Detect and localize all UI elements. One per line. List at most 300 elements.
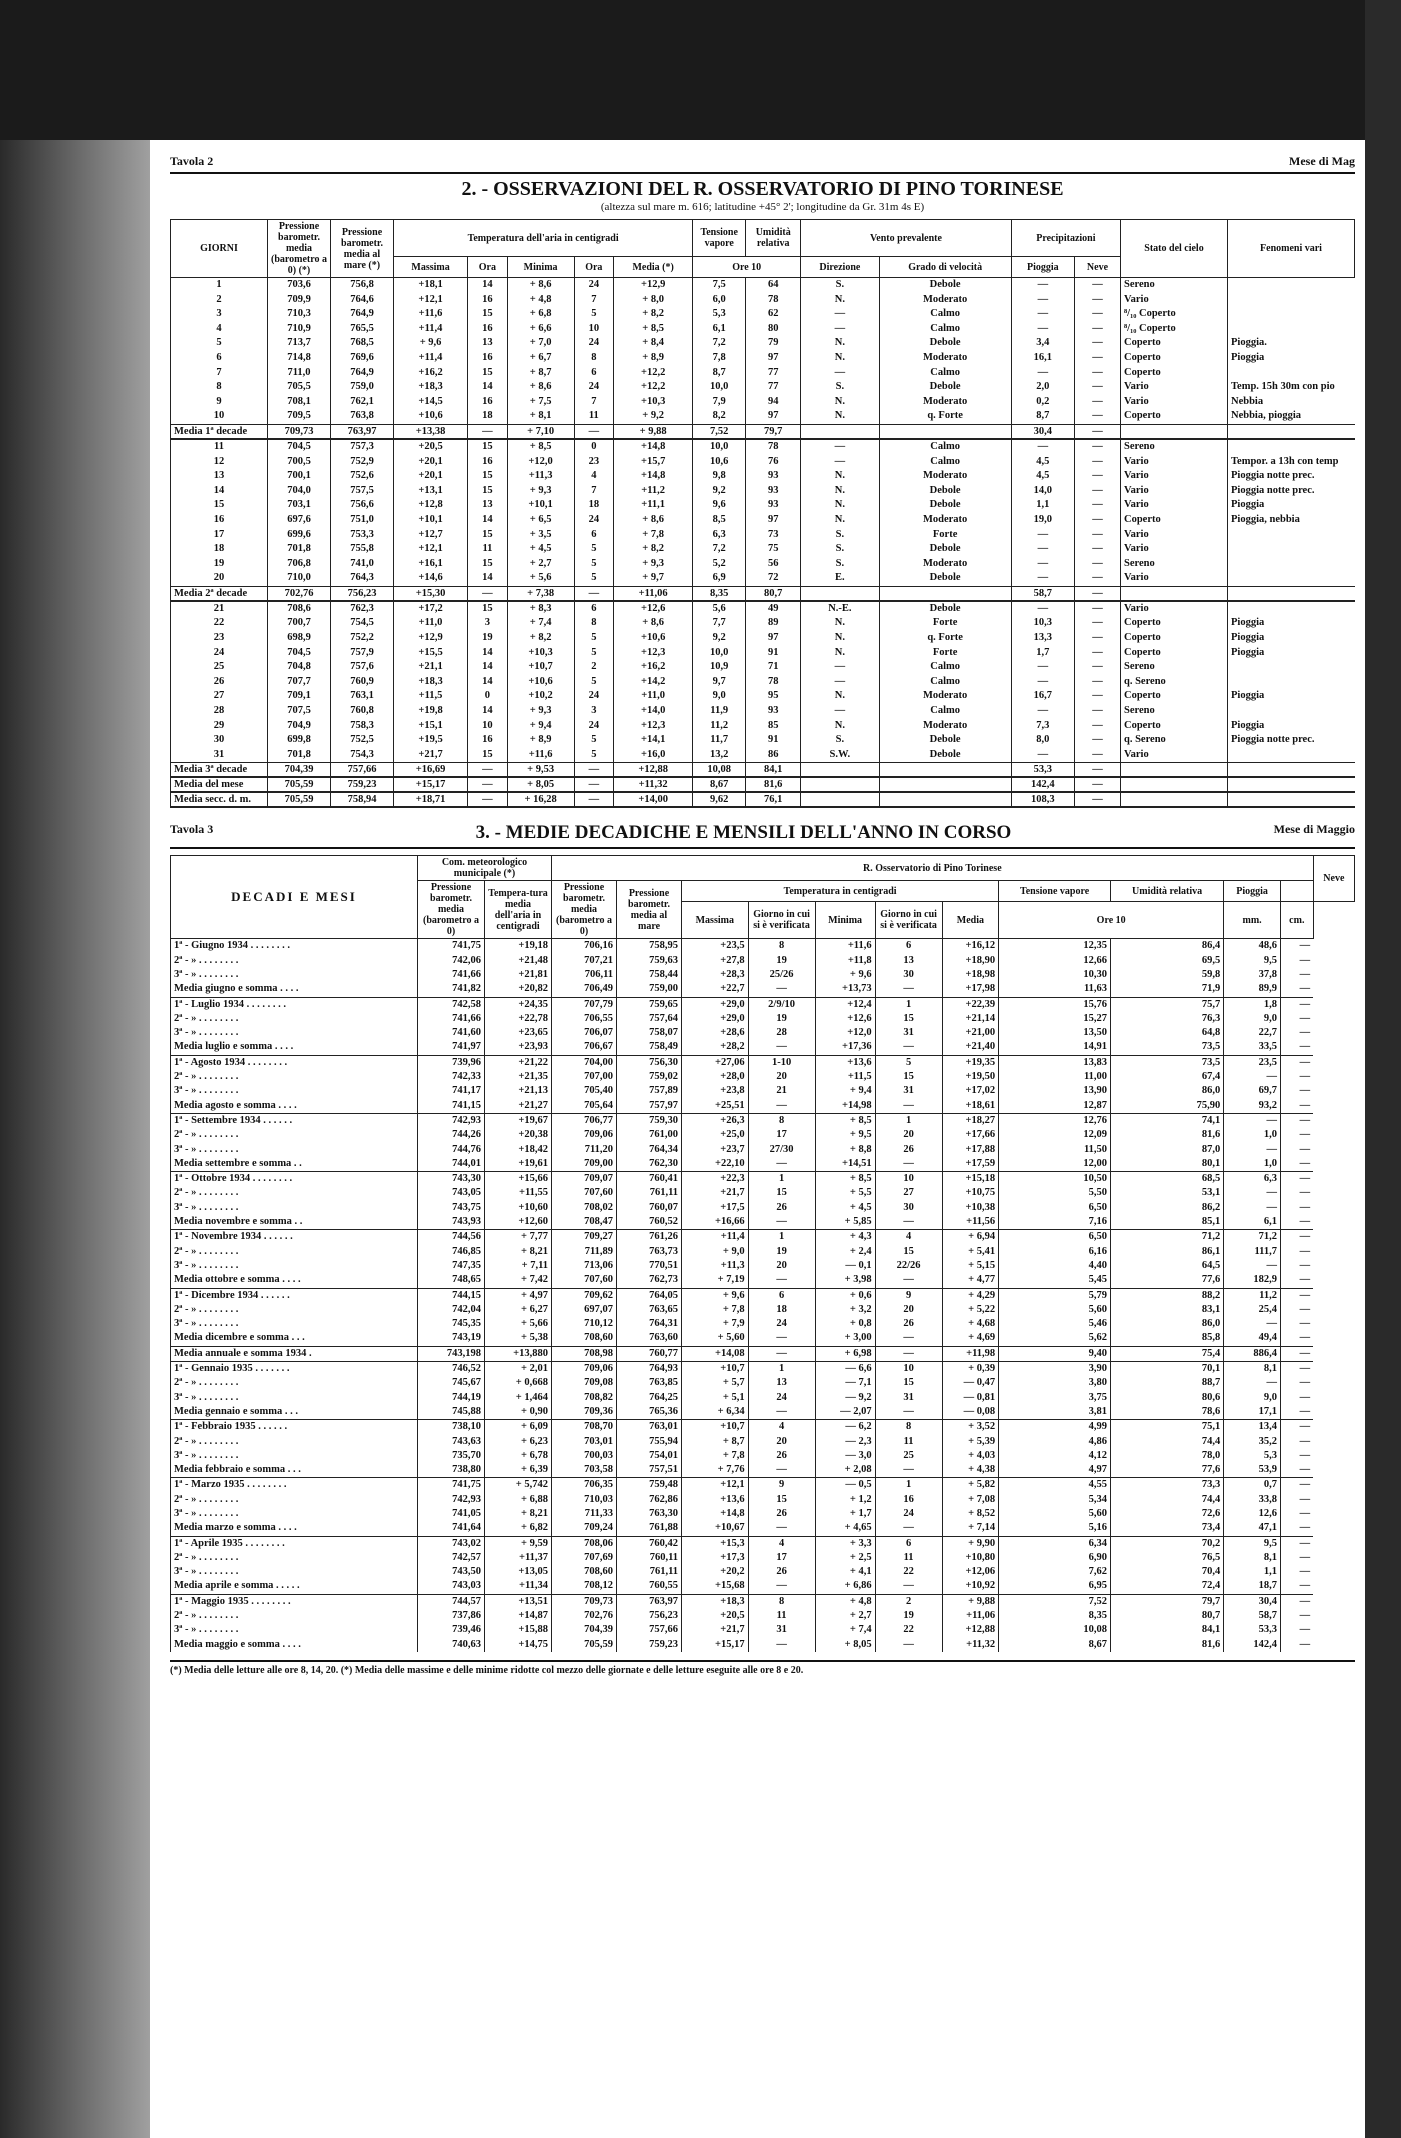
cell-c: 706,11 (552, 968, 617, 982)
cell-o1: — (468, 586, 508, 601)
cell-mn: + 6,6 (507, 322, 574, 337)
decade-row (171, 1099, 1355, 1114)
cell-c: 703,01 (552, 1435, 617, 1449)
cell-d (801, 763, 879, 778)
cell-h: 31 (875, 1026, 942, 1040)
cell-l: 2ª - » . . . . . . . . (171, 1376, 418, 1390)
cell-d: S. (801, 380, 879, 395)
cell-tv: 7,52 (693, 424, 746, 439)
cell-u: 97 (746, 631, 801, 646)
cell-h: — (875, 1346, 942, 1361)
decade-row (171, 1463, 1355, 1478)
col-umidita: Umidità relativa (746, 220, 801, 257)
cell-u: 76 (746, 455, 801, 470)
cell-l: 2ª - » . . . . . . . . (171, 1493, 418, 1507)
cell-c: 702,76 (552, 1609, 617, 1623)
cell-a: 743,03 (418, 1579, 485, 1594)
cell-d: N.-E. (801, 601, 879, 617)
cell-o2: 6 (574, 601, 614, 617)
cell-mx: +14,5 (394, 395, 468, 410)
cell-j: 5,16 (999, 1521, 1111, 1536)
cell-f: 25/26 (748, 968, 815, 982)
col-umidita3: Umidità relativa (1111, 881, 1224, 902)
divider (170, 847, 1355, 849)
decade-row (171, 1055, 1355, 1070)
cell-d: — (801, 439, 879, 455)
cell-g: — 2,3 (815, 1435, 875, 1449)
cell-l: Media settembre e somma . . (171, 1157, 418, 1172)
cell-c: 705,59 (552, 1638, 617, 1652)
cell-md: +14,2 (614, 675, 693, 690)
cell-b: + 0,668 (485, 1376, 552, 1390)
cell-u: 79 (746, 336, 801, 351)
day-row (171, 571, 1355, 586)
cell-f: 21 (748, 1084, 815, 1098)
cell-d: 758,49 (617, 1040, 682, 1055)
cell-mx: +18,71 (394, 792, 468, 807)
cell-g: 20 (171, 571, 268, 586)
cell-md: +14,8 (614, 469, 693, 484)
cell-b: +21,22 (485, 1055, 552, 1070)
cell-mn: + 9,3 (507, 484, 574, 499)
cell-a: 741,60 (418, 1026, 485, 1040)
cell-m: 1,8 (1224, 997, 1281, 1012)
cell-k: 68,5 (1111, 1172, 1224, 1187)
cell-tv: 7,2 (693, 542, 746, 557)
cell-d: — (801, 307, 879, 322)
day-row (171, 366, 1355, 381)
cell-a: 741,15 (418, 1099, 485, 1114)
cell-st: Coperto (1121, 351, 1228, 366)
decade-row (171, 1012, 1355, 1026)
cell-e: +17,3 (682, 1551, 749, 1565)
cell-h: 4 (875, 1230, 942, 1245)
cell-d (801, 777, 879, 792)
cell-m: 13,4 (1224, 1420, 1281, 1435)
cell-o2: 0 (574, 439, 614, 455)
cell-c: 706,67 (552, 1040, 617, 1055)
cell-m: 9,0 (1224, 1012, 1281, 1026)
cell-n: — (1280, 1113, 1313, 1128)
decade-row (171, 1609, 1355, 1623)
day-row (171, 601, 1355, 617)
cell-g: 10 (171, 409, 268, 424)
cell-d: 760,55 (617, 1579, 682, 1594)
cell-k: 70,1 (1111, 1362, 1224, 1377)
cell-u: 78 (746, 439, 801, 455)
cell-c: 697,07 (552, 1303, 617, 1317)
cell-pm: 757,5 (331, 484, 394, 499)
cell-d: 757,89 (617, 1084, 682, 1098)
cell-d: 764,05 (617, 1288, 682, 1303)
cell-f: — (748, 1346, 815, 1361)
cell-st: Sereno (1121, 278, 1228, 293)
cell-g: + 4,8 (815, 1594, 875, 1609)
cell-n: — (1280, 1609, 1313, 1623)
cell-h: — (875, 1405, 942, 1420)
cell-n: — (1280, 982, 1313, 997)
cell-k: 86,4 (1111, 939, 1224, 954)
cell-l: 2ª - » . . . . . . . . (171, 1435, 418, 1449)
cell-j: 5,79 (999, 1288, 1111, 1303)
cell-mx: +18,1 (394, 278, 468, 293)
cell-st: Coperto (1121, 631, 1228, 646)
cell-nv: — (1074, 322, 1120, 337)
cell-mn: + 9,4 (507, 719, 574, 734)
cell-tv: 11,9 (693, 704, 746, 719)
cell-g: + 3,98 (815, 1273, 875, 1288)
cell-k: 72,4 (1111, 1579, 1224, 1594)
cell-g: + 7,4 (815, 1623, 875, 1637)
cell-tv: 9,7 (693, 675, 746, 690)
cell-k: 77,6 (1111, 1463, 1224, 1478)
col-neve: Neve (1074, 257, 1120, 278)
cell-u: 78 (746, 675, 801, 690)
decade-row (171, 1565, 1355, 1579)
cell-i: + 4,29 (942, 1288, 999, 1303)
cell-mn: + 7,10 (507, 424, 574, 439)
cell-d: 756,23 (617, 1609, 682, 1623)
cell-o2: — (574, 586, 614, 601)
cell-k: 71,2 (1111, 1230, 1224, 1245)
cell-g: + 2,08 (815, 1463, 875, 1478)
decade-row (171, 1245, 1355, 1259)
cell-mx: +15,5 (394, 646, 468, 661)
cell-b: +13,51 (485, 1594, 552, 1609)
cell-o2: 4 (574, 469, 614, 484)
cell-k: 76,5 (1111, 1551, 1224, 1565)
cell-p: 705,59 (268, 777, 331, 792)
cell-d: 759,23 (617, 1638, 682, 1652)
cell-p: 704,0 (268, 484, 331, 499)
cell-b: +13,880 (485, 1346, 552, 1361)
cell-b: +15,66 (485, 1172, 552, 1187)
cell-b: +22,78 (485, 1012, 552, 1026)
cell-l: 2ª - » . . . . . . . . (171, 1303, 418, 1317)
cell-l: Media giugno e somma . . . . (171, 982, 418, 997)
cell-e: +14,08 (682, 1346, 749, 1361)
cell-l: 1ª - Novembre 1934 . . . . . . (171, 1230, 418, 1245)
cell-f: 1 (748, 1172, 815, 1187)
cell-nv: — (1074, 777, 1120, 792)
cell-h: 6 (875, 939, 942, 954)
cell-g: + 9,6 (815, 968, 875, 982)
cell-mn: + 8,6 (507, 278, 574, 293)
cell-f: — (748, 1040, 815, 1055)
cell-tv: 7,5 (693, 278, 746, 293)
cell-l: 3ª - » . . . . . . . . (171, 1565, 418, 1579)
decade-row (171, 1172, 1355, 1187)
cell-o2: 7 (574, 395, 614, 410)
cell-nv: — (1074, 484, 1120, 499)
cell-st: Coperto (1121, 409, 1228, 424)
tav3-month: Mese di Maggio (1273, 822, 1355, 837)
decade-row (171, 1026, 1355, 1040)
day-row (171, 646, 1355, 661)
cell-h: 22 (875, 1565, 942, 1579)
cell-h: 25 (875, 1449, 942, 1463)
cell-m: — (1224, 1186, 1281, 1200)
cell-k: 75,1 (1111, 1420, 1224, 1435)
cell-k: 73,5 (1111, 1040, 1224, 1055)
cell-k: 87,0 (1111, 1143, 1224, 1157)
day-row (171, 689, 1355, 704)
cell-fe (1228, 307, 1355, 322)
cell-h: 30 (875, 968, 942, 982)
cell-f: — (748, 1405, 815, 1420)
cell-m: — (1224, 1259, 1281, 1273)
cell-nv: — (1074, 748, 1120, 763)
cell-i: +21,14 (942, 1012, 999, 1026)
cell-d: 762,30 (617, 1157, 682, 1172)
cell-c: 706,49 (552, 982, 617, 997)
day-row (171, 307, 1355, 322)
cell-g: 26 (171, 675, 268, 690)
cell-f: — (748, 1521, 815, 1536)
cell-b: + 7,42 (485, 1273, 552, 1288)
cell-o1: 14 (468, 646, 508, 661)
cell-o1: 14 (468, 513, 508, 528)
cell-g: +17,36 (815, 1040, 875, 1055)
cell-md: + 8,4 (614, 336, 693, 351)
cell-i: + 0,39 (942, 1362, 999, 1377)
cell-l: Media agosto e somma . . . . (171, 1099, 418, 1114)
cell-i: +10,75 (942, 1186, 999, 1200)
cell-d: N. (801, 719, 879, 734)
day-row (171, 513, 1355, 528)
cell-mn: + 8,2 (507, 631, 574, 646)
cell-h: 24 (875, 1507, 942, 1521)
cell-u: 85 (746, 719, 801, 734)
cell-m: 111,7 (1224, 1245, 1281, 1259)
cell-c: 709,73 (552, 1594, 617, 1609)
cell-n: — (1280, 1230, 1313, 1245)
cell-h: 19 (875, 1609, 942, 1623)
cell-l: 3ª - » . . . . . . . . (171, 1084, 418, 1098)
cell-d: 764,25 (617, 1391, 682, 1405)
cell-n: — (1280, 1579, 1313, 1594)
cell-md: +16,2 (614, 660, 693, 675)
cell-d: S.W. (801, 748, 879, 763)
cell-st: Coperto (1121, 513, 1228, 528)
cell-i: — 0,47 (942, 1376, 999, 1390)
cell-d: 759,02 (617, 1070, 682, 1084)
cell-h: 22/26 (875, 1259, 942, 1273)
cell-o2: 5 (574, 307, 614, 322)
cell-gv: q. Forte (879, 631, 1011, 646)
cell-tv: 8,7 (693, 366, 746, 381)
cell-c: 709,07 (552, 1172, 617, 1187)
decade-row (171, 1070, 1355, 1084)
cell-k: 74,1 (1111, 1113, 1224, 1128)
cell-pg: — (1011, 528, 1074, 543)
cell-l: 3ª - » . . . . . . . . (171, 1143, 418, 1157)
decade-row (171, 939, 1355, 954)
cell-gv: Forte (879, 528, 1011, 543)
cell-pg: — (1011, 675, 1074, 690)
cell-k: 78,0 (1111, 1449, 1224, 1463)
cell-i: + 3,52 (942, 1420, 999, 1435)
cell-p: 704,39 (268, 763, 331, 778)
cell-a: 744,76 (418, 1143, 485, 1157)
cell-fe: Pioggia notte prec. (1228, 469, 1355, 484)
cell-mn: + 8,7 (507, 366, 574, 381)
cell-f: — (748, 982, 815, 997)
cell-i: +11,98 (942, 1346, 999, 1361)
cell-l: Media annuale e somma 1934 . (171, 1346, 418, 1361)
cell-f: 15 (748, 1493, 815, 1507)
cell-g: 14 (171, 484, 268, 499)
cell-h: 22 (875, 1623, 942, 1637)
cell-pm: 762,1 (331, 395, 394, 410)
cell-c: 708,98 (552, 1346, 617, 1361)
cell-st: Vario (1121, 293, 1228, 308)
cell-tv: 10,08 (693, 763, 746, 778)
cell-m: 1,1 (1224, 1565, 1281, 1579)
cell-k: 73,5 (1111, 1055, 1224, 1070)
table2-title: 2. - OSSERVAZIONI DEL R. OSSERVATORIO DI PINO TORINESE (461, 178, 1064, 200)
cell-d: N. (801, 689, 879, 704)
cell-p: 707,7 (268, 675, 331, 690)
cell-h: 15 (875, 1245, 942, 1259)
cell-mn: + 8,3 (507, 601, 574, 617)
col-giorni3a: Giorno in cui si è verificata (748, 902, 815, 939)
cell-d: 770,51 (617, 1259, 682, 1273)
cell-md: +11,1 (614, 498, 693, 513)
cell-st: Coperto (1121, 646, 1228, 661)
cell-p: 703,6 (268, 278, 331, 293)
cell-k: 86,1 (1111, 1245, 1224, 1259)
cell-mx: +20,5 (394, 439, 468, 455)
cell-d: 763,30 (617, 1507, 682, 1521)
cell-md: +12,3 (614, 646, 693, 661)
day-row (171, 616, 1355, 631)
cell-md: + 8,9 (614, 351, 693, 366)
cell-u: 72 (746, 571, 801, 586)
cell-i: + 8,52 (942, 1507, 999, 1521)
cell-p: 703,1 (268, 498, 331, 513)
cell-g: + 4,65 (815, 1521, 875, 1536)
cell-o2: 8 (574, 351, 614, 366)
col-massima: Massima (394, 257, 468, 278)
decade-row (171, 1331, 1355, 1346)
table3-title: 3. - MEDIE DECADICHE E MENSILI DELL'ANNO IN CORSO (475, 822, 1012, 844)
cell-u: 77 (746, 380, 801, 395)
cell-n: — (1280, 1055, 1313, 1070)
cell-g: 6 (171, 351, 268, 366)
cell-j: 10,50 (999, 1172, 1111, 1187)
cell-gv: Calmo (879, 675, 1011, 690)
day-row (171, 498, 1355, 513)
cell-mn: +10,6 (507, 675, 574, 690)
cell-b: +24,35 (485, 997, 552, 1012)
cell-md: +12,6 (614, 601, 693, 617)
cell-m: 9,5 (1224, 954, 1281, 968)
cell-g: + 3,3 (815, 1536, 875, 1551)
cell-fe (1228, 675, 1355, 690)
cell-g: + 8,5 (815, 1113, 875, 1128)
cell-md: +14,0 (614, 704, 693, 719)
cell-f: 18 (748, 1303, 815, 1317)
cell-f: 9 (748, 1478, 815, 1493)
cell-d: 758,95 (617, 939, 682, 954)
cell-md: +12,88 (614, 763, 693, 778)
cell-st: Vario (1121, 380, 1228, 395)
cell-k: 80,1 (1111, 1157, 1224, 1172)
cell-n: — (1280, 1259, 1313, 1273)
cell-nv: — (1074, 424, 1120, 439)
cell-f: 19 (748, 954, 815, 968)
cell-nv: — (1074, 366, 1120, 381)
cell-i: + 5,15 (942, 1259, 999, 1273)
cell-h: — (875, 1273, 942, 1288)
cell-pg: — (1011, 322, 1074, 337)
cell-o2: 2 (574, 660, 614, 675)
cell-pm: 752,6 (331, 469, 394, 484)
decade-row (171, 954, 1355, 968)
col-grado: Grado di velocità (879, 257, 1011, 278)
cell-u: 84,1 (746, 763, 801, 778)
cell-g: 13 (171, 469, 268, 484)
cell-fe (1228, 660, 1355, 675)
col-pioggia3: Pioggia (1224, 881, 1281, 902)
cell-o1: — (468, 763, 508, 778)
cell-m: 49,4 (1224, 1331, 1281, 1346)
cell-d: 759,30 (617, 1113, 682, 1128)
cell-tv: 6,9 (693, 571, 746, 586)
cell-j: 6,50 (999, 1230, 1111, 1245)
decade-row (171, 1346, 1355, 1361)
cell-gv (879, 586, 1011, 601)
cell-n: — (1280, 1507, 1313, 1521)
cell-b: +14,87 (485, 1609, 552, 1623)
col-temp: Temperatura dell'aria in centigradi (394, 220, 693, 257)
cell-k: 85,8 (1111, 1331, 1224, 1346)
cell-pm: 756,6 (331, 498, 394, 513)
cell-e: +10,67 (682, 1521, 749, 1536)
cell-nv: — (1074, 278, 1120, 293)
cell-md: + 9,7 (614, 571, 693, 586)
cell-j: 3,75 (999, 1391, 1111, 1405)
cell-o1: 16 (468, 733, 508, 748)
cell-a: 741,05 (418, 1507, 485, 1521)
cell-md: +14,8 (614, 439, 693, 455)
decade-row (171, 1594, 1355, 1609)
cell-o1: 14 (468, 660, 508, 675)
cell-k: 88,2 (1111, 1288, 1224, 1303)
cell-i: +18,27 (942, 1113, 999, 1128)
cell-e: +14,8 (682, 1507, 749, 1521)
cell-m: 53,3 (1224, 1623, 1281, 1637)
cell-c: 709,27 (552, 1230, 617, 1245)
cell-g: +11,5 (815, 1070, 875, 1084)
cell-d: E. (801, 571, 879, 586)
cell-tv: 7,7 (693, 616, 746, 631)
cell-o2: 6 (574, 528, 614, 543)
cell-j: 3,80 (999, 1376, 1111, 1390)
cell-d: 760,42 (617, 1536, 682, 1551)
cell-d: 760,77 (617, 1346, 682, 1361)
cell-k: 77,6 (1111, 1273, 1224, 1288)
cell-fe (1228, 542, 1355, 557)
cell-a: 741,97 (418, 1040, 485, 1055)
cell-nv: — (1074, 439, 1120, 455)
cell-c: 704,39 (552, 1623, 617, 1637)
cell-n: — (1280, 1405, 1313, 1420)
cell-j: 7,52 (999, 1594, 1111, 1609)
cell-d: 760,41 (617, 1172, 682, 1187)
day-row (171, 455, 1355, 470)
